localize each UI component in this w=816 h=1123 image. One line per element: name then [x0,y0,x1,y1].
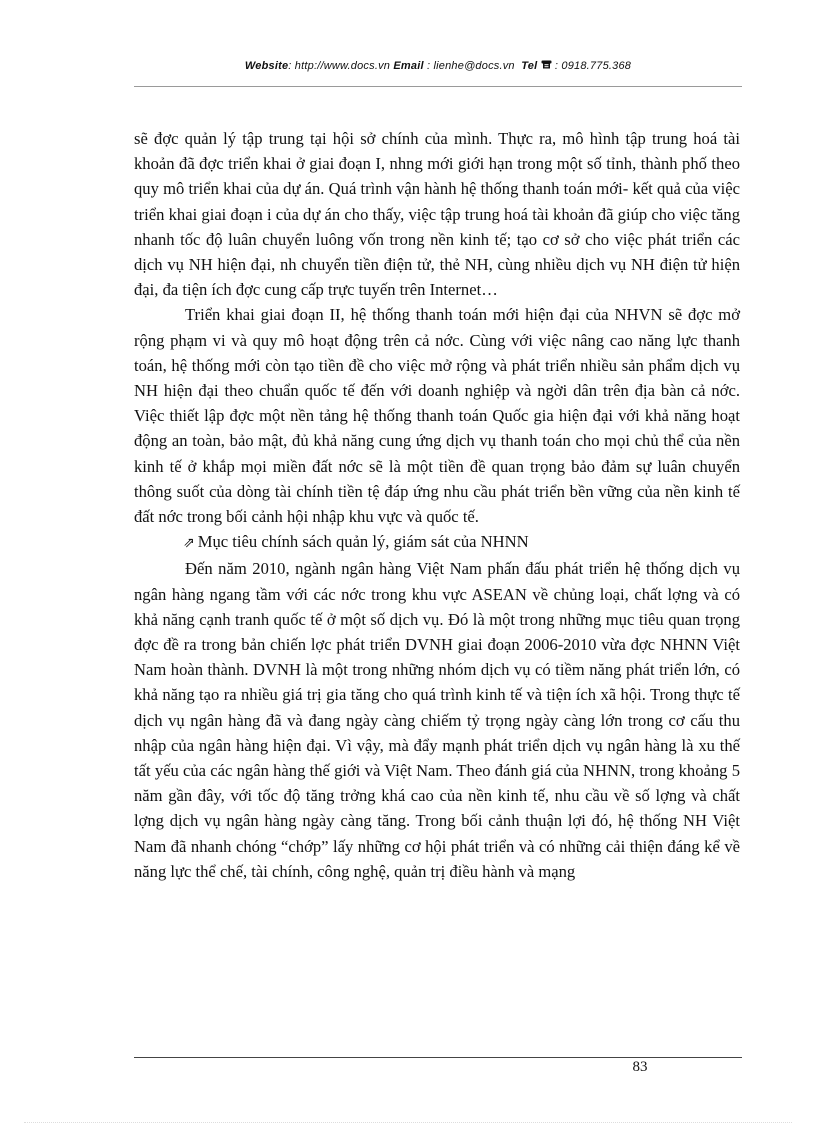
document-body [134,126,740,884]
paragraph-3: Đến năm 2010, ngành ngân hàng Việt Nam phấn đấu phát triển hệ thống dịch vụ ngân hàng ngang tầm với các nớc trong khu vực ASEAN về chủng loại, chất lợng và có khả năng cạnh tranh quốc tế ở một số dịch vụ. Đó là một trong những mục tiêu quan trọng đợc đề ra trong bản chiến lợc phát triển DVNH giai đoạn 2006-2010 vừa đợc NHNN Việt Nam hoàn thành. DVNH là một trong những nhóm dịch vụ có tiềm năng phát triển lớn, có khả năng tạo ra nhiều giá trị gia tăng cho quá trình kinh tế và tiện ích xã hội. Trong thực tế dịch vụ ngân hàng đã và đang ngày càng chiếm tỷ trọng ngày càng lớn trong cơ cấu thu nhập của ngân hàng hiện đại. Vì vậy, mà đẩy mạnh phát triển dịch vụ ngân hàng là xu thế tất yếu của các ngân hàng thế giới và Việt Nam. Theo đánh giá của NHNN, trong khoảng 5 năm gần đây, với tốc độ tăng trởng khá cao của nền kinh tế, nhu cầu về số lợng và chất lợng dịch vụ ngân hàng ngày càng tăng. Trong bối cảnh thuận lợi đó, hệ thống NH Việt Nam đã nhanh chóng “chớp” lấy những cơ hội phát triển và có những cải thiện đáng kể về năng lực thể chế, tài chính, công nghệ, quản trị điều hành và mạng [134,559,740,881]
footer-divider [134,1057,742,1058]
email-value: : lienhe@docs.vn [427,60,515,72]
section-heading-text: Mục tiêu chính sách quản lý, giám sát của NHNN [197,532,529,552]
tel-label: Tel [521,60,538,72]
arrow-bullet-icon: ⇗ [183,535,195,552]
paragraph-1: sẽ đợc quản lý tập trung tại hội sở chính của mình. Thực ra, mô hình tập trung hoá tài khoản đã đợc triển khai ở giai đoạn I, nhng mới giới hạn trong một số tỉnh, thành phố theo quy mô triển khai của dự án. Quá trình vận hành hệ thống thanh toán mới- kết quả của việc triển khai giai đoạn i của dự án cho thấy, việc tập trung hoá tài khoản đã giúp cho việc tăng nhanh tốc độ luân chuyển luông vốn trong nền kinh tế; tạo cơ sở cho việc phát triển các dịch vụ NH hiện đại, nh chuyển tiền điện tử, thẻ NH, cùng nhiều dịch vụ NH điện tử hiện đại, đa tiện ích đợc cung cấp trực tuyến trên Internet… [134,129,740,300]
section-heading [134,529,740,556]
website-label: Website [244,60,289,72]
tel-value: : 0918.775.368 [554,60,632,72]
page-number: 83 [632,1059,648,1075]
paragraph-2: Triển khai giai đoạn II, hệ thống thanh toán mới hiện đại của NHVN sẽ đợc mở rộng phạm vi và quy mô hoạt động trên cả nớc. Cùng với việc nâng cao năng lực thanh toán, hệ thống mới còn tạo tiền đề cho việc mở rộng và phát triển nhiều sản phẩm dịch vụ NH hiện đại theo chuẩn quốc tế đến với doanh nghiệp và ngời dân trên địa bàn cả nớc. Việc thiết lập đợc một nền tảng hệ thống thanh toán Quốc gia hiện đại với khả năng hoạt động an toàn, bảo mật, đủ khả năng cung ứng dịch vụ thanh toán cho mọi chủ thể của nền kinh tế ở khắp mọi miền đất nớc sẽ là một tiền đề quan trọng bảo đảm sự luân chuyển thông suốt của dòng tài chính tiền tệ đáp ứng nhu cầu phát triển bền vững của nền kinh tế đất nớc trong bối cảnh hội nhập khu vực và quốc tế. [134,305,740,527]
page-header [134,60,742,72]
header-divider [134,86,742,87]
email-label: Email [393,60,424,72]
website-url: : http://www.docs.vn [288,60,391,72]
phone-icon [541,60,555,72]
